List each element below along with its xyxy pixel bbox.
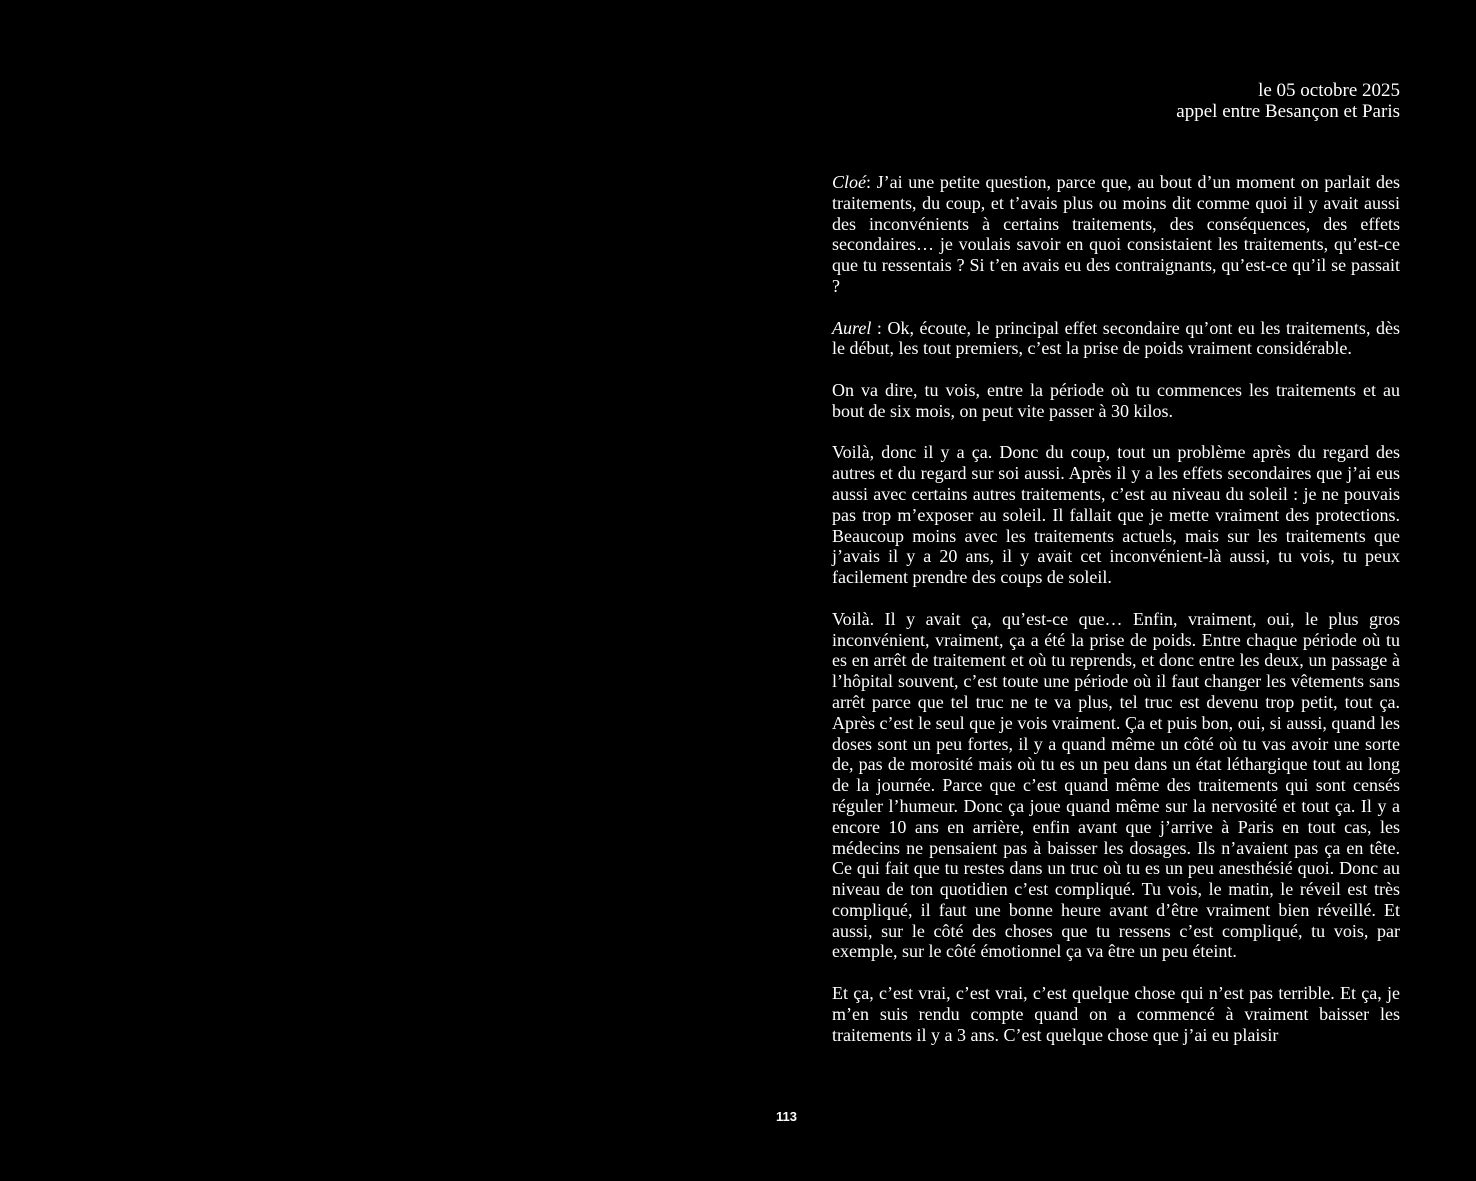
paragraph-text: On va dire, tu vois, entre la période où tu commences les traitements et au bout de six mois, on peut vite passer à 30 kilos. (832, 379, 1400, 421)
speaker-name: Cloé (832, 172, 866, 192)
speaker-separator: : (871, 317, 888, 338)
speaker-separator: : (866, 172, 877, 192)
transcript-paragraph (832, 983, 1400, 1045)
transcript-paragraph (832, 380, 1400, 422)
transcript-body (832, 172, 1400, 1066)
speaker-name: Aurel (832, 317, 872, 338)
interview-location: appel entre Besançon et Paris (1176, 101, 1400, 122)
paragraph-text: Ok, écoute, le principal effet secondaire qu’ont eu les traitements, dès le début, les tout premiers, c’est la prise de poids vraiment considérable. (832, 317, 1400, 359)
transcript-paragraph (832, 318, 1400, 360)
paragraph-text: Voilà. Il y avait ça, qu’est-ce que… Enfin, vraiment, oui, le plus gros inconvénient, vraiment, ça a été la prise de poids. Entre chaque période où tu es en arrêt de traitement et où tu reprends, et donc entre les deux, un passage à l’hôpital souvent, c’est toute une période où il faut changer les vêtements sans arrêt parce que tel truc ne te va plus, tel truc est devenu trop petit, tout ça. Après c’est le seul que je vois vraiment. Ça et puis bon, oui, si aussi, quand les doses sont un peu fortes, il y a quand même un côté où tu vas avoir une sorte de, pas de morosité mais où tu es un peu dans un état léthargique tout au long de la journée. Parce que c’est quand même des traitements qui sont censés réguler l’humeur. Donc ça joue quand même sur la nervosité et tout ça. Il y a encore 10 ans en arrière, enfin avant que j’arrive à Paris en tout cas, les médecins ne pensaient pas à baisser les dosages. Ils n’avaient pas ça en tête. Ce qui fait que tu restes dans un truc où tu es un peu anesthésié quoi. Donc au niveau de ton quotidien c’est compliqué. Tu vois, le matin, le réveil est très compliqué, il faut une bonne heure avant d’être vraiment bien réveillé. Et aussi, sur le côté des choses que tu ressens c’est compliqué, tu vois, par exemple, sur le côté émotionnel ça va être un peu éteint. (832, 608, 1400, 962)
paragraph-text: J’ai une petite question, parce que, au bout d’un moment on parlait des traitements, du coup, et t’avais plus ou moins dit comme quoi il y avait aussi des inconvénients à certains traitements, des conséquences, des effets secondaires… je voulais savoir en quoi consistaient les traitements, qu’est-ce que tu ressentais ? Si t’en avais eu des contraignants, qu’est-ce qu’il se passait ? (832, 172, 1400, 296)
page-number: 113 (776, 1109, 797, 1124)
transcript-paragraph (832, 442, 1400, 588)
paragraph-text: Voilà, donc il y a ça. Donc du coup, tout un problème après du regard des autres et du regard sur soi aussi. Après il y a les effets secondaires que j’ai eus aussi avec certains autres traitements, c’est au niveau du soleil : je ne pouvais pas trop m’exposer au soleil. Il fallait que je mette vraiment des protections. Beaucoup moins avec les traitements actuels, mais sur les traitements que j’avais il y a 20 ans, il y avait cet inconvénient-là aussi, tu vois, tu peux facilement prendre des coups de soleil. (832, 442, 1400, 588)
transcript-paragraph (832, 172, 1400, 297)
interview-date: le 05 octobre 2025 (1258, 80, 1400, 101)
paragraph-text: Et ça, c’est vrai, c’est vrai, c’est quelque chose qui n’est pas terrible. Et ça, je m’en suis rendu compte quand on a commencé à vraiment baisser les traitements il y a 3 ans. C’est quelque chose que j’ai eu plaisir (832, 983, 1400, 1045)
page-header (1176, 80, 1400, 122)
transcript-paragraph (832, 609, 1400, 963)
